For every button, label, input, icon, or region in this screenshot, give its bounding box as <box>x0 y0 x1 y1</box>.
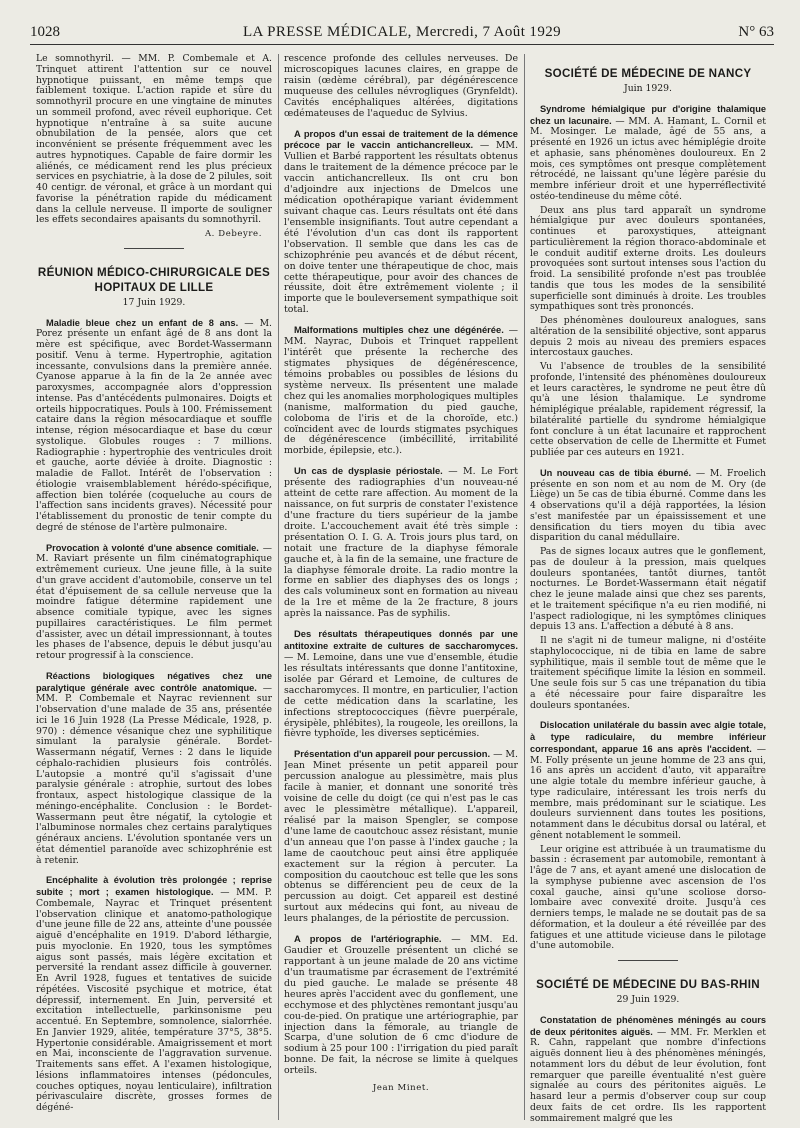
article-list <box>530 1015 766 1125</box>
article-list <box>530 104 766 952</box>
article-title: Syndrome hémialgique pur d'origine thalamique chez un lacunaire. <box>530 103 766 126</box>
article-body: — M. Porez présente un enfant âgé de 8 ans dont la mère est spécifique, avec Bordet-Wassermann positif. Venu à terme. Hypertrophie, agitation incessante, convulsions dans la première année. Cyanose apparue à la fin de la 2e année avec paroxysmes, accompagnée alors d'oppression intense. Pas d'antécédents pulmonaires. Doigts et orteils hippocratiques. Pouls à 100. Frémissement cataire dans la région mésocardiaque et souffle intense, région mésocardiaque et base du cœur systolique. Globules rouges : 7 millions. Radiographie : hypertrophie des ventricules droit et gauche, aorte déviée à droite. Diagnostic : maladie de Fallot. Intérêt de l'observation : étiologie vraisemblablement hérédo-spécifique, affection bien tolérée (coqueluche au cours de l'affection sans incidents graves). Nécessité pour l'établissement du pronostic de tenir compte du degré de sténose de l'artère pulmonaire. <box>36 317 272 533</box>
article <box>284 466 518 620</box>
article-body: Vu l'absence de troubles de la sensibilité profonde, l'intensité des phénomènes douloureux et leurs caractères, le syndrome ne peut être dû qu'à une lésion thalamique. Le syndrome hémiplégique préalable, rapidement régressif, la bilatéralité partielle du syndrome hémialgique font conclure à un état lacunaire et rapprochent cette observation de celle de Lhermitte et Fumet publiée par ces auteurs en 1921. <box>530 361 766 458</box>
article-body: Pas de signes locaux autres que le gonflement, pas de douleur à la pression, mais quelques douleurs spontanées, tantôt diurnes, tantôt nocturnes. Le Bordet-Wassermann était négatif chez le jeune malade ainsi que chez ses parents, et le traitement spécifique n'a eu rien modifié, ni l'aspect radiologique, ni les symptômes cliniques depuis 13 ans. L'affection a débuté à 8 ans. <box>530 546 766 633</box>
intro-paragraph: Le somnothyril. — MM. P. Combemale et A. Trinquet attirent l'attention sur ce nouvel hypnotique puissant, en même temps que faiblement toxique. L'action rapide et sûre du somnothyril procure en une vingtaine de minutes un sommeil profond, avec réveil euphorique. Cet hypnotique n'entraîne à sa suite aucune obnubilation de la pensée, alors que cet inconvénient se présente fréquemment avec les autres hypnotiques. Capable de faire dormir les aliénés, ce médicament rend les plus précieux services en psychiatrie, à la dose de 2 pilules, soit 40 centigr. de véronal, et grâce à un mordant qui favorise la pénétration rapide du médicament dans la cellule nerveuse. Il importe de souligner les effets secondaires apaisants du somnothyril. <box>36 54 272 226</box>
article-title: Provocation à volonté d'une absence comitiale. <box>46 542 259 553</box>
separator <box>618 960 678 961</box>
society-heading: SOCIÉTÉ DE MÉDECINE DE NANCY <box>544 67 752 80</box>
column-rule <box>524 54 525 1120</box>
column-1 <box>36 54 272 1128</box>
article <box>530 720 766 841</box>
article-title: Dislocation unilatérale du bassin avec algie totale, à type radiculaire, du membre inférieur correspondant, apparue 16 ans après l'accident. <box>530 720 766 754</box>
article-body: — M. Froelich présente en son nom et au nom de M. Ory (de Liège) un 5e cas de tibia éburné. Comme dans les 4 observations qu'il a déjà rapportées, la lésion s'est manifestée par un épaississement et une densification du tiers moyen du tibia avec disparition du canal médullaire. <box>530 467 766 544</box>
article-body: — M. Folly présente un jeune homme de 23 ans qui, 16 ans après un accident d'auto, vit apparaître une algie totale du membre inférieur gauche, à type radiculaire, intéressant les trois nerfs du membre, mais prédominant sur le sciatique. Les douleurs surviennent dans toutes les positions, notamment dans le décubitus dorsal ou latéral, et gênent notablement le sommeil. <box>530 743 766 841</box>
article-title: Encéphalite à évolution très prolongée ; reprise subite ; mort ; examen histologique. <box>36 875 272 897</box>
society-heading: SOCIÉTÉ DE MÉDECINE DU BAS-RHIN <box>536 978 760 991</box>
article <box>36 543 272 662</box>
article <box>284 129 518 317</box>
page-number: 1028 <box>30 24 60 40</box>
article-list <box>284 129 518 1078</box>
article-body: — MM. P. Combemale, Nayrac et Trinquet présentent l'observation clinique et anatomo-pathologique d'une jeune fille de 22 ans, atteinte d'une poussée aiguë d'encéphalite en 1919. D'abord léthargie, puis myoclonie. En 1920, tous les symptômes aigus sont passés, mais légère excitation et perversité la rendant assez difficile à gouverner. En Avril 1928, fugues et tentatives de suicide répétées. Viscosité psychique et motrice, état dépressif, internement. En Juin, perversité et excitation intellectuelle, parkinsonisme peu accentué. En Septembre, somnolence, sialorrhée. En Janvier 1929, alitée, température 37°5, 38°5. Hypertonie considérable. Amaigrissement et mort en Mai, inconsciente de l'aggravation survenue. Traitements sans effet. A l'examen histologique, lésions inflammatoires intenses (pédoncules, couches optiques, noyau lenticulaire), infiltration périvasculaire discrète, grosses formes de dégéné- <box>36 887 272 1113</box>
article-paragraph <box>530 547 766 633</box>
article-title: A propos d'un essai de traitement de la démence précoce par le vaccin antichancrelleux. <box>284 127 518 151</box>
article-body: Des phénomènes douloureux analogues, sans altération de la sensibilité objective, sont apparus depuis 2 mois au niveau des premiers espaces intercostaux gauches. <box>530 315 766 359</box>
article-body: — MM. A. Hamant, L. Cornil et M. Mosinger. Le malade, âgé de 55 ans, a présenté en 1926 un ictus avec hémiplégie droite et aphasie, sans phénomènes douloureux. En 2 mois, ces symptômes ont presque complètement rétrocédé, ne laissant qu'une légère parésie du membre inférieur droit et une hyperréflectivité ostéo-tendineuse du même côté. <box>530 115 766 202</box>
article <box>530 104 766 203</box>
separator <box>124 248 184 249</box>
article <box>36 318 272 534</box>
article-body: — M. Jean Minet présente un petit appareil pour percussion analogue au plessimètre, mais plus facile à manier, et donnant une sonorité très voisine de celle du doigt (ce qui n'est pas le cas avec le plessimètre métallique). L'appareil, réalisé par la maison Spengler, se compose d'une lame de caoutchouc assez résistant, munie d'un anneau que l'on passe à l'index gauche ; la lame de caoutchouc peut ainsi être appliquée exactement sur la région à percuter. La composition du caoutchouc est telle que les sons obtenus se différencient peu de ceux de la percussion au doigt. Cet appareil est destiné surtout aux médecins qui font, au niveau de leurs phalanges, de la périostite de percussion. <box>284 749 518 925</box>
article <box>284 629 518 740</box>
continued-paragraph: rescence profonde des cellules nerveuses. De microscopiques lacunes claires, en grappe de raisin (œdème cérébral), par dégénérescence muqueuse des cellules névrogliques (Grynfeldt). Cavités encéphaliques altérées, digitations œdémateuses de l'aqueduc de Sylvius. <box>284 54 518 119</box>
article <box>36 875 272 1114</box>
article-paragraph <box>530 362 766 459</box>
article-list <box>36 318 272 1114</box>
journal-title: LA PRESSE MÉDICALE, Mercredi, 7 Août 1929 <box>242 24 562 40</box>
article-paragraph <box>530 636 766 711</box>
society-date: Juin 1929. <box>623 83 672 94</box>
article-title: Constatation de phénomènes méningés au cours de deux péritonites aiguës. <box>530 1014 766 1037</box>
article <box>284 934 518 1077</box>
article-body: — MM. Vullien et Barbé rapportent les résultats obtenus dans le traitement de la démence précoce par le vaccin antichancrelleux. Ils ont cru bon d'adjoindre aux injections de Dmelcos une médication opothérapique variant évidemment suivant chaque cas. Leurs résultats ont été dans l'ensemble insignifiants. Tout autre cependant a été l'évolution d'un cas dont ils rapportent l'observation. Il semble que dans les cas de schizophrénie peu avancés et de début récent, on doive tenter une thérapeutique de choc, mais cette thérapeutique, pour avoir des chances de réussite, doit être extrêmement violente ; il importe que le bouleversement sympathique soit total. <box>284 140 518 316</box>
article-body: — MM. Nayrac, Dubois et Trinquet rappellent l'intérêt que présente la recherche des stigmates physiques de dégénérescence, témoins probables ou possibles de lésions du système nerveux. Ils présentent une malade chez qui les anomalies morphologiques multiples (nanisme, malformation du pied gauche, coloboma de l'iris et de la choroïde, etc.) coïncident avec de lourds stigmates psychiques de dégénérescence (imbécillité, irritabilité morbide, épilepsie, etc.). <box>284 325 518 457</box>
column-3 <box>530 54 766 1128</box>
article-body: Leur origine est attribuée à un traumatisme du bassin : écrasement par automobile, remontant à l'âge de 7 ans, et ayant amené une dislocation de la symphyse pubienne avec ascension de l'os coxal gauche, ainsi qu'une scoliose dorso-lombaire avec convexité droite. Jusqu'à ces derniers temps, le malade ne se doutait pas de sa déformation, et la douleur a été réveillée par des fatigues et une attitude vicieuse dans le pilotage d'une automobile. <box>530 843 766 952</box>
article-title: Des résultats thérapeutiques donnés par une antitoxine extraite de cultures de saccharomyces. <box>284 628 518 652</box>
article <box>530 1015 766 1125</box>
article-title: Maladie bleue chez un enfant de 8 ans. <box>46 317 239 328</box>
article-body: — M. Le Fort présente des radiographies d'un nouveau-né atteint de cette rare affection. Au moment de la naissance, on fut surpris de constater l'existence d'une fracture du tiers supérieur de la jambe droite. L'accouchement avait été très simple : présentation O. I. G. A. Trois jours plus tard, on notait une fracture de la diaphyse fémorale gauche et, à la fin de la semaine, une fracture de la diaphyse fémorale droite. La radio montre la forme en sablier des diaphyses des os longs ; des cals volumineux sont en formation au niveau de la 1re et même de la 2e fracture, 8 jours après la naissance. Pas de syphilis. <box>284 466 518 620</box>
article-title: A propos de l'artériographie. <box>294 933 442 945</box>
article <box>36 671 272 867</box>
article-body: — MM. Ed. Gaudier et Grouzelle présentent un cliché se rapportant à un jeune malade de 20 ans victime d'un traumatisme par écrasement de l'extrémité du pied gauche. Le malade se présente 48 heures après l'accident avec du gonflement, une ecchymose et des phlyctènes remontant jusqu'au cou-de-pied. On pratique une artériographie, par injection dans la fémorale, au triangle de Scarpa, d'une solution de 6 cmc d'iodure de sodium à 25 pour 100 : l'irrigation du pied paraît bonne. De fait, la nécrose se limite à quelques orteils. <box>284 934 518 1077</box>
article-paragraph <box>530 316 766 359</box>
signature: Jean Minet. <box>372 1083 430 1094</box>
article <box>530 468 766 544</box>
article <box>284 749 518 925</box>
article-title: Malformations multiples chez une dégénérée. <box>294 324 504 336</box>
signature: A. Debeyre. <box>204 229 262 239</box>
column-rule <box>278 54 279 1120</box>
society-date: 17 Juin 1929. <box>122 296 186 308</box>
article-title: Un nouveau cas de tibia éburné. <box>540 467 692 478</box>
article-title: Présentation d'un appareil pour percussion. <box>294 748 491 760</box>
society-heading: RÉUNION MÉDICO-CHIRURGICALE DES HOPITAUX DE LILLE <box>37 265 271 294</box>
column-2 <box>284 54 518 1128</box>
page-header <box>30 22 774 45</box>
issue-number: N° 63 <box>738 24 774 40</box>
article-title: Un cas de dysplasie périostale. <box>294 465 443 477</box>
article-title: Réactions biologiques négatives chez une paralytique générale avec contrôle anatomique. <box>36 670 272 693</box>
article-body: Deux ans plus tard apparaît un syndrome hémialgique pur avec douleurs spontanées, continues et paroxystiques, atteignant particulièrement la région thoraco-abdominale et le conduit auditif externe droits. Les douleurs provoquées sont surtout intenses sous l'action du froid. La sensibilité profonde n'est pas troublée tandis que tous les modes de la sensibilité superficielle sont diminués à droite. Les troubles sympathiques sont très prononcés. <box>530 204 766 313</box>
article-paragraph <box>530 206 766 314</box>
article-body: — MM. Fr. Merklen et R. Cahn, rappelant que nombre d'infections aiguës donnent lieu à des phénomènes méningés, notamment lors du début de leur évolution, font remarquer que pareille éventualité n'est guère signalée au cours des péritonites aiguës. Le hasard leur a permis d'observer coup sur coup deux faits de cet ordre. Ils les rapportent sommairement malgré que les <box>530 1026 766 1124</box>
article-body: Il ne s'agit ni de tumeur maligne, ni d'ostéite staphylococcique, ni de tibia en lame de sabre syphilitique, mais il semble tout de même que le traitement spécifique limite la lésion en sommeil. Une seule fois sur 5 cas une trépanation du tibia a été nécessaire pour faire disparaître les douleurs spontanées. <box>530 635 766 711</box>
article-body: — M. Lemoine, dans une vue d'ensemble, étudie les résultats intéressants que donne l'antitoxine, isolée par Gérard et Lemoine, de cultures de saccharomyces. Il montre, en particulier, l'action de cette médication dans la scarlatine, les infections streptococciques (fièvre puerpérale, érysipèle, phlébites), la rougeole, les oreillons, la fièvre typhoïde, les diverses septicémies. <box>284 652 518 740</box>
society-date: 29 Juin 1929. <box>616 994 680 1005</box>
article-body: — MM. P. Combemale et Nayrac reviennent sur l'observation d'une malade de 35 ans, présentée ici le 16 Juin 1928 (La Presse Médicale, 1928, p. 970) : démence vésanique chez une syphilitique simulant la paralysie générale. Bordet-Wassermann négatif, Vernes : 2 dans le liquide céphalo-rachidien plusieurs fois contrôlés. L'autopsie a montré qu'il s'agissait d'une paralysie générale : atrophie, surtout des lobes frontaux, aspect histologique classique de la méningo-encéphalite. Conclusion : le Bordet-Wassermann peut être négatif, la cytologie et l'albuminose normales chez certains paralytiques généraux anciens. L'évolution spontanée vers un état démentiel paranoïde avec schizophrénie est à retenir. <box>36 682 272 866</box>
article-paragraph <box>530 845 766 953</box>
article <box>284 325 518 457</box>
article-body: — M. Raviart présente un film cinématographique extrêmement curieux. Une jeune fille, à la suite d'un grave accident d'automobile, conserve un tel état d'épuisement de sa cellule nerveuse que la moindre fatigue détermine rapidement une absence comitiale typique, avec les signes pupillaires caractéristiques. Le film permet d'assister, avec un détail impressionnant, à toutes les phases de l'absence, depuis le début jusqu'au retour progressif à la conscience. <box>36 542 272 661</box>
